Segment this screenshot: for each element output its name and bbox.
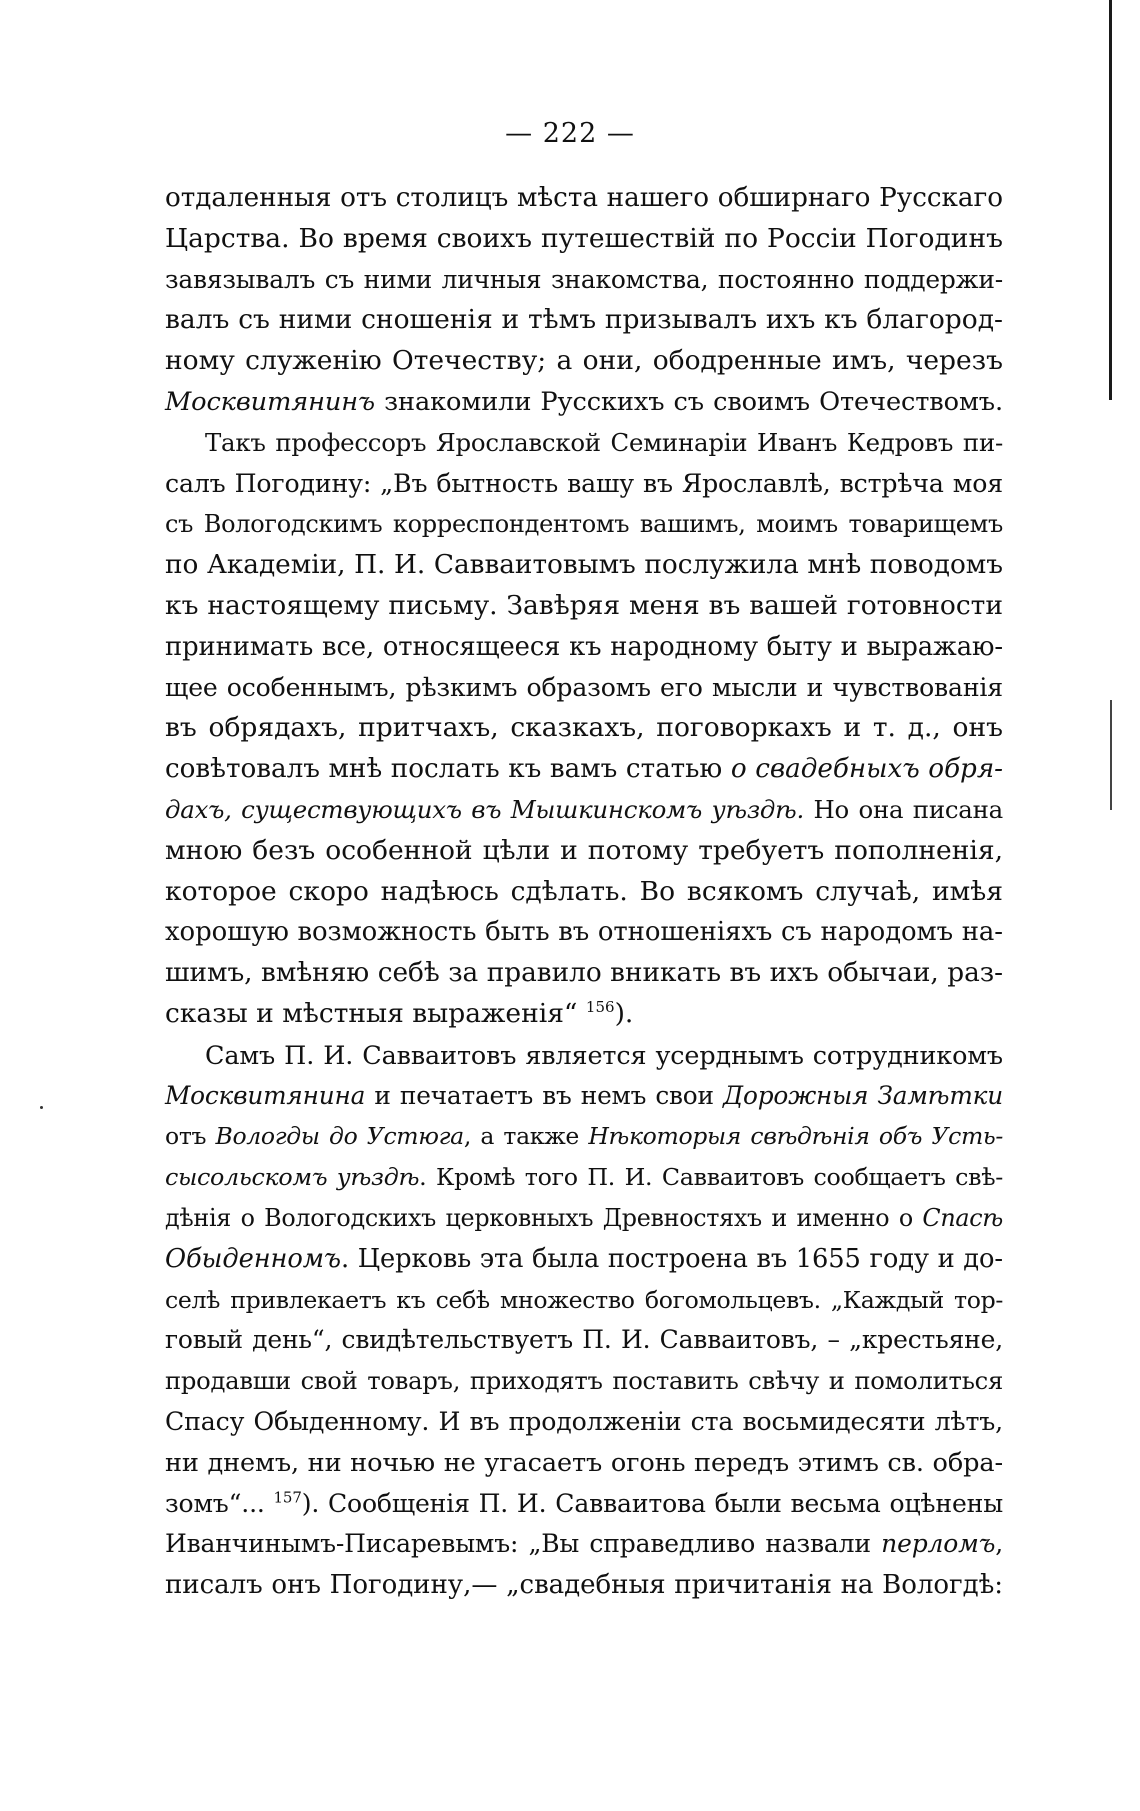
italic-text: перломъ — [881, 1529, 996, 1559]
text-line — [165, 219, 1003, 260]
text-segment: знакомили Русскихъ съ своимъ Отечествомъ. — [375, 386, 1003, 417]
text-line — [165, 1361, 1003, 1402]
text-line — [165, 1484, 1003, 1525]
text-line — [165, 1239, 1003, 1280]
text-segment: съ Вологодскимъ корреспондентомъ вашимъ, моимъ товарищемъ — [165, 510, 1003, 539]
text-segment: , — [995, 1529, 1003, 1559]
text-segment: шимъ, вмѣняю себѣ за правило вникать въ ихъ обычаи, раз- — [165, 958, 1003, 989]
text-segment: въ обрядахъ, притчахъ, сказкахъ, поговоркахъ и т. д., онъ — [165, 712, 1003, 744]
text-segment: ни днемъ, ни ночью не угасаетъ огонь передъ этимъ св. обра- — [165, 1447, 1003, 1478]
text-line — [165, 504, 1003, 545]
text-line — [165, 178, 1003, 219]
text-segment: , а также — [463, 1122, 589, 1151]
text-segment: Такъ профессоръ Ярославской Семинаріи Иванъ Кедровъ пи- — [205, 427, 1003, 457]
text-line — [165, 912, 1003, 953]
body-text — [165, 178, 1003, 1606]
text-segment: ). — [614, 997, 634, 1029]
text-segment: ному служенію Отечеству; а они, ободренные имъ, черезъ — [165, 345, 1003, 377]
text-segment: валъ съ ними сношенія и тѣмъ призывалъ ихъ къ благород- — [165, 304, 1003, 336]
text-segment: Но она писана — [804, 794, 1004, 824]
italic-text: Обыденномъ — [165, 1243, 341, 1274]
text-segment: дѣнія о Вологодскихъ церковныхъ Древностяхъ и именно о — [165, 1203, 923, 1232]
italic-text: Спасѣ — [922, 1203, 1003, 1232]
text-segment: принимать все, относящееся къ народному быту и выражаю- — [165, 631, 1003, 662]
text-line — [165, 382, 1003, 423]
text-line — [165, 1402, 1003, 1443]
text-segment: хорошую возможность быть въ отношеніяхъ съ народомъ на- — [165, 917, 1003, 948]
text-line — [165, 586, 1003, 627]
text-segment: и печатаетъ въ немъ свои — [365, 1080, 724, 1110]
italic-text: о свадебныхъ обря- — [730, 754, 1003, 785]
italic-text: Москвитянинъ — [165, 386, 376, 417]
text-line — [165, 545, 1003, 586]
text-segment: щее особеннымъ, рѣзкимъ образомъ его мысли и чувствованія — [165, 672, 1003, 702]
scan-speck — [40, 1106, 43, 1109]
text-segment: говый день“, свидѣтельствуетъ П. И. Савваитовъ, – „крестьяне, — [165, 1325, 1003, 1355]
text-segment: совѣтовалъ мнѣ послать къ вамъ статью — [165, 754, 731, 785]
text-line — [165, 749, 1003, 790]
italic-text: Вологды до Устюга — [215, 1122, 464, 1151]
text-segment: зомъ“... — [165, 1488, 274, 1518]
text-line — [165, 1116, 1003, 1157]
text-segment: Самъ П. И. Савваитовъ является усерднымъ сотрудникомъ — [205, 1039, 1003, 1070]
text-line — [165, 1443, 1003, 1484]
text-line — [165, 341, 1003, 382]
italic-text: сысольскомъ уѣздѣ — [165, 1163, 420, 1192]
footnote-ref: 157 — [273, 1488, 302, 1507]
footnote-ref: 156 — [585, 998, 615, 1017]
text-line — [165, 1076, 1003, 1117]
text-line — [165, 1320, 1003, 1361]
text-segment: Царства. Во время своихъ путешествій по Россіи Погодинъ — [165, 222, 1003, 254]
text-line — [165, 1198, 1003, 1239]
text-line — [165, 423, 1003, 464]
italic-text: Нѣкоторыя свѣдѣнія объ Усть- — [588, 1122, 1003, 1151]
text-line — [165, 300, 1003, 341]
text-line — [165, 790, 1003, 831]
text-segment: Спасу Обыденному. И въ продолженіи ста восьмидесяти лѣтъ, — [165, 1406, 1003, 1436]
text-line — [165, 872, 1003, 913]
text-segment: мною безъ особенной цѣли и потому требуетъ пополненія, — [165, 834, 1003, 866]
text-segment: сказы и мѣстныя выраженія“ — [165, 997, 586, 1029]
italic-text: дахъ, существующихъ въ Мышкинскомъ уѣздѣ. — [165, 794, 804, 824]
text-line — [165, 260, 1003, 301]
text-segment: къ настоящему письму. Завѣряя меня въ вашей готовности — [165, 589, 1003, 621]
italic-text: Москвитянина — [165, 1080, 366, 1110]
text-line — [165, 708, 1003, 749]
text-segment: завязывалъ съ ними личныя знакомства, постоянно поддержи- — [165, 264, 1003, 294]
text-segment: отдаленныя отъ столицъ мѣста нашего обширнаго Русскаго — [165, 183, 1003, 213]
text-line — [165, 1280, 1003, 1321]
text-line — [165, 1524, 1003, 1565]
scan-edge-line — [1109, 0, 1112, 400]
scan-edge-line-lower — [1110, 700, 1112, 810]
text-segment: Иванчинымъ-Писаревымъ: „Вы справедливо назвали — [165, 1529, 882, 1559]
text-segment: салъ Погодину: „Въ бытность вашу въ Ярославлѣ, встрѣча моя — [165, 468, 1003, 498]
text-segment: селѣ привлекаетъ къ себѣ множество богомольцевъ. „Каждый тор- — [165, 1285, 1003, 1314]
text-line — [165, 627, 1003, 668]
text-line — [165, 464, 1003, 505]
text-line — [165, 1565, 1003, 1606]
text-segment: которое скоро надѣюсь сдѣлать. Во всякомъ случаѣ, имѣя — [165, 875, 1003, 907]
text-segment: писалъ онъ Погодину,— „свадебныя причитанія на Вологдѣ: — [165, 1570, 1003, 1601]
text-segment: отъ — [165, 1122, 216, 1151]
text-segment: по Академіи, П. И. Савваитовымъ послужила мнѣ поводомъ — [165, 550, 1003, 581]
text-segment: . Кромѣ того П. И. Савваитовъ сообщаетъ свѣ- — [419, 1163, 1003, 1192]
italic-text: Дорожныя Замѣтки — [723, 1080, 1003, 1110]
text-line — [165, 668, 1003, 709]
text-line — [165, 953, 1003, 994]
page-number: — 222 — — [505, 118, 635, 149]
text-line — [165, 994, 1003, 1035]
text-segment: продавши свой товаръ, приходятъ поставить свѣчу и помолиться — [165, 1366, 1003, 1396]
text-segment: . Церковь эта была построена въ 1655 году и до- — [340, 1243, 1003, 1274]
text-line — [165, 831, 1003, 872]
text-line — [165, 1157, 1003, 1198]
text-segment: ). Сообщенія П. И. Савваитова были весьма оцѣнены — [301, 1488, 1003, 1518]
text-line — [165, 1035, 1003, 1076]
